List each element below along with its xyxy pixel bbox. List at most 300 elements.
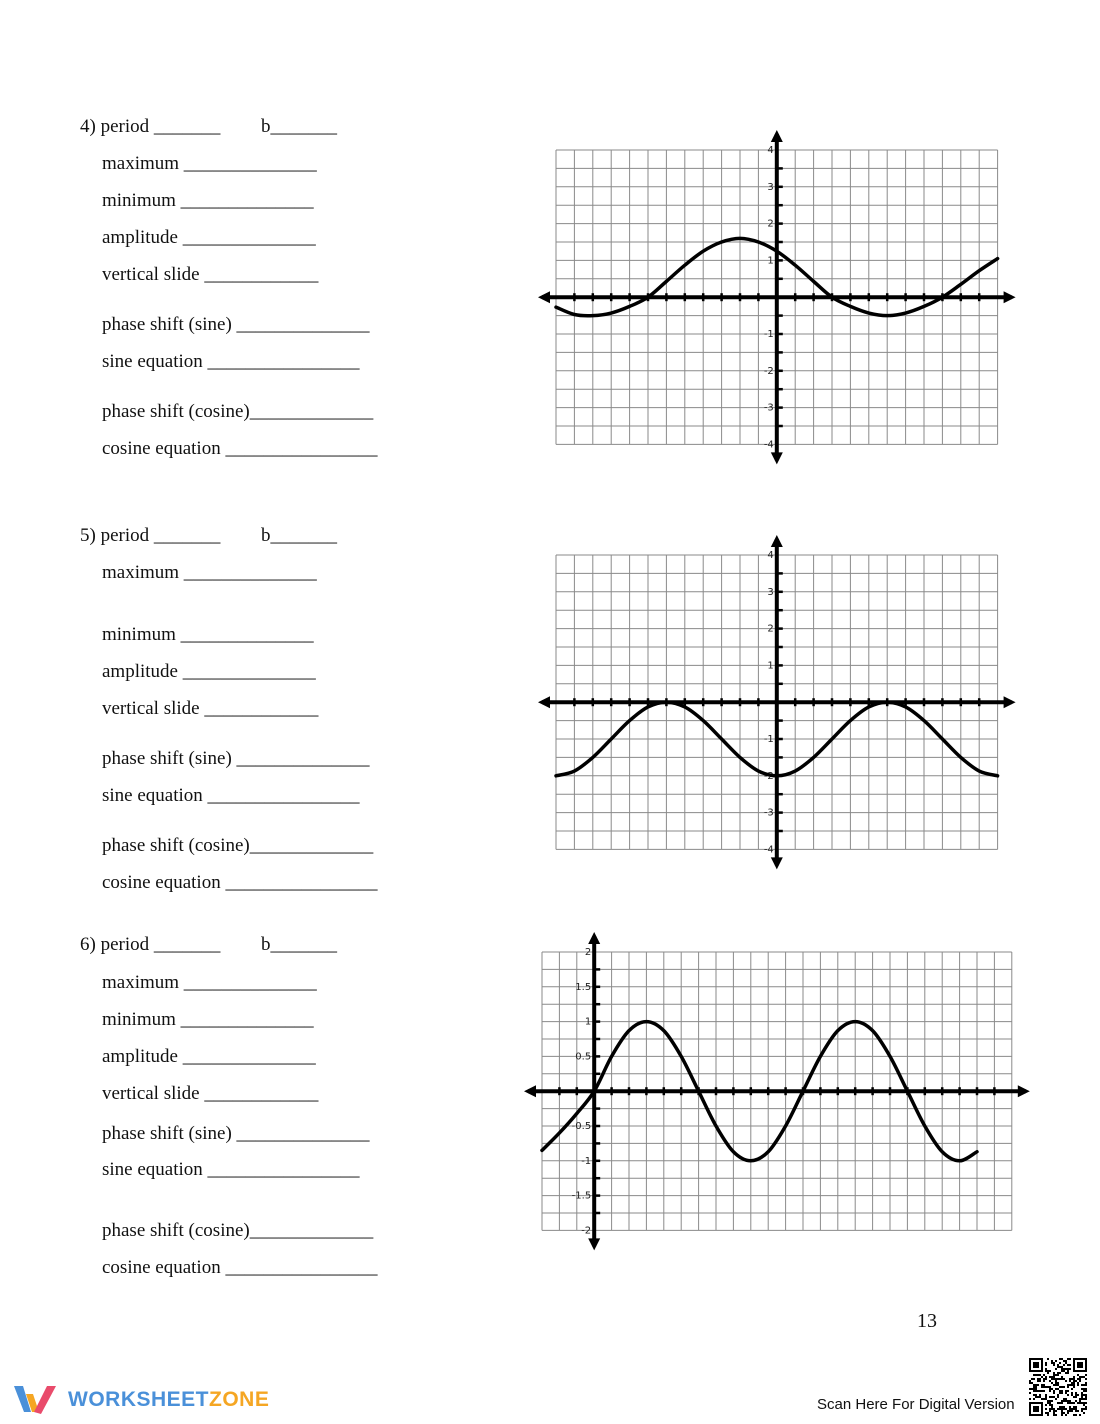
qr-module: [1033, 1398, 1035, 1400]
qr-module: [1053, 1372, 1055, 1374]
qr-finder: [1077, 1362, 1083, 1368]
qr-module: [1069, 1378, 1071, 1380]
qr-module: [1051, 1406, 1053, 1408]
qr-module: [1053, 1412, 1055, 1414]
vertical-slide-field[interactable]: vertical slide ____________: [102, 1083, 319, 1104]
qr-module: [1051, 1360, 1053, 1362]
qr-module: [1059, 1406, 1061, 1408]
qr-module: [1055, 1380, 1057, 1382]
qr-module: [1037, 1396, 1039, 1398]
maximum-field[interactable]: maximum ______________: [102, 972, 317, 993]
qr-module: [1071, 1378, 1073, 1380]
y-tick-label: -1: [763, 734, 774, 745]
minimum-field[interactable]: minimum ______________: [102, 190, 314, 211]
qr-module: [1079, 1400, 1081, 1402]
qr-module: [1053, 1364, 1055, 1366]
y-axis-arrow-up: [771, 130, 783, 142]
y-tick-label: 4: [767, 550, 774, 561]
graph-4-svg: [530, 128, 1030, 464]
x-axis-arrow-right: [1004, 291, 1016, 303]
y-axis-arrow-up: [588, 932, 600, 944]
qr-module: [1051, 1362, 1053, 1364]
qr-module: [1069, 1406, 1071, 1408]
qr-module: [1081, 1402, 1083, 1404]
qr-module: [1075, 1406, 1077, 1408]
qr-module: [1029, 1392, 1031, 1394]
qr-module: [1059, 1378, 1061, 1380]
y-tick-label: -1: [581, 1155, 592, 1167]
qr-module: [1055, 1360, 1057, 1362]
qr-module: [1033, 1384, 1035, 1386]
y-tick-label: 1: [584, 1016, 592, 1028]
qr-module: [1045, 1386, 1047, 1388]
qr-module: [1075, 1410, 1077, 1412]
qr-module: [1057, 1382, 1059, 1384]
qr-module: [1061, 1358, 1063, 1360]
qr-module: [1053, 1410, 1055, 1412]
axes: [538, 535, 1016, 869]
y-tick-label: -0.5: [571, 1121, 592, 1132]
qr-module: [1065, 1398, 1067, 1400]
qr-module: [1033, 1388, 1035, 1390]
qr-module: [1045, 1362, 1047, 1364]
qr-module: [1043, 1384, 1045, 1386]
qr-module: [1057, 1384, 1059, 1386]
qr-module: [1083, 1398, 1085, 1400]
qr-module: [1031, 1378, 1033, 1380]
qr-module: [1053, 1376, 1055, 1378]
qr-module: [1041, 1386, 1043, 1388]
qr-module: [1063, 1364, 1065, 1366]
qr-module: [1063, 1370, 1065, 1372]
qr-module: [1049, 1404, 1051, 1406]
qr-module: [1055, 1378, 1057, 1380]
qr-module: [1059, 1358, 1061, 1360]
qr-module: [1081, 1384, 1083, 1386]
qr-module: [1065, 1390, 1067, 1392]
qr-module: [1051, 1408, 1053, 1410]
qr-module: [1061, 1366, 1063, 1368]
brand-name: [68, 1388, 269, 1412]
qr-code-icon[interactable]: [1029, 1358, 1087, 1416]
qr-module: [1079, 1402, 1081, 1404]
qr-module: [1033, 1390, 1035, 1392]
x-axis-arrow-left: [538, 291, 550, 303]
sine-equation-field[interactable]: sine equation ________________: [102, 351, 360, 372]
period-field[interactable]: 6) period _______: [80, 934, 221, 955]
y-tick-label: 2: [767, 623, 774, 635]
vertical-slide-field[interactable]: vertical slide ____________: [102, 698, 319, 719]
qr-module: [1037, 1384, 1039, 1386]
qr-module: [1083, 1376, 1085, 1378]
qr-module: [1069, 1410, 1071, 1412]
qr-module: [1081, 1376, 1083, 1378]
qr-module: [1085, 1384, 1087, 1386]
qr-module: [1029, 1398, 1031, 1400]
qr-module: [1043, 1390, 1045, 1392]
qr-module: [1049, 1388, 1051, 1390]
qr-module: [1045, 1398, 1047, 1400]
qr-module: [1067, 1402, 1069, 1404]
y-tick-label: 3: [767, 181, 774, 193]
qr-module: [1077, 1378, 1079, 1380]
qr-module: [1055, 1368, 1057, 1370]
qr-module: [1063, 1400, 1065, 1402]
qr-module: [1053, 1384, 1055, 1386]
qr-module: [1063, 1368, 1065, 1370]
qr-module: [1049, 1370, 1051, 1372]
qr-module: [1073, 1402, 1075, 1404]
y-axis-arrow-down: [771, 857, 783, 869]
phase-shift-sine-field[interactable]: phase shift (sine) ______________: [102, 314, 370, 335]
qr-module: [1039, 1390, 1041, 1392]
qr-module: [1085, 1398, 1087, 1400]
qr-module: [1059, 1372, 1061, 1374]
qr-module: [1081, 1398, 1083, 1400]
qr-module: [1047, 1386, 1049, 1388]
phase-shift-cosine-field[interactable]: phase shift (cosine)_____________: [102, 401, 374, 422]
qr-module: [1083, 1384, 1085, 1386]
qr-module: [1077, 1410, 1079, 1412]
qr-module: [1055, 1388, 1057, 1390]
qr-module: [1063, 1360, 1065, 1362]
page-number: 13: [917, 1310, 937, 1332]
qr-module: [1035, 1394, 1037, 1396]
qr-module: [1071, 1394, 1073, 1396]
qr-module: [1063, 1378, 1065, 1380]
qr-module: [1073, 1406, 1075, 1408]
qr-module: [1057, 1366, 1059, 1368]
qr-module: [1055, 1398, 1057, 1400]
phase-shift-cosine-field[interactable]: phase shift (cosine)_____________: [102, 835, 374, 856]
y-axis-arrow-up: [771, 535, 783, 547]
qr-module: [1029, 1380, 1031, 1382]
qr-module: [1061, 1414, 1063, 1416]
y-tick-label: -2: [763, 770, 774, 782]
qr-module: [1077, 1382, 1079, 1384]
qr-module: [1051, 1400, 1053, 1402]
qr-module: [1047, 1370, 1049, 1372]
qr-module: [1085, 1408, 1087, 1410]
qr-module: [1063, 1408, 1065, 1410]
y-tick-label: -2: [581, 1225, 592, 1237]
qr-module: [1047, 1358, 1049, 1360]
amplitude-field[interactable]: amplitude ______________: [102, 661, 316, 682]
qr-module: [1043, 1374, 1045, 1376]
phase-shift-cosine-field[interactable]: phase shift (cosine)_____________: [102, 1220, 374, 1241]
qr-module: [1039, 1394, 1041, 1396]
qr-module: [1067, 1368, 1069, 1370]
qr-module: [1075, 1392, 1077, 1394]
qr-module: [1073, 1396, 1075, 1398]
qr-module: [1049, 1402, 1051, 1404]
qr-module: [1075, 1414, 1077, 1416]
amplitude-field[interactable]: amplitude ______________: [102, 1046, 316, 1067]
qr-module: [1059, 1390, 1061, 1392]
qr-module: [1067, 1370, 1069, 1372]
qr-module: [1055, 1384, 1057, 1386]
qr-module: [1045, 1396, 1047, 1398]
qr-module: [1055, 1414, 1057, 1416]
qr-module: [1041, 1390, 1043, 1392]
sine-equation-field[interactable]: sine equation ________________: [102, 785, 360, 806]
brand-part-1: WORKSHEET: [68, 1388, 209, 1411]
qr-module: [1071, 1410, 1073, 1412]
qr-module: [1057, 1378, 1059, 1380]
qr-module: [1063, 1398, 1065, 1400]
graph-6-svg: [518, 930, 1038, 1286]
qr-module: [1041, 1384, 1043, 1386]
b-field[interactable]: b_______: [261, 934, 337, 955]
qr-module: [1077, 1384, 1079, 1386]
qr-module: [1077, 1374, 1079, 1376]
y-tick-label: 2: [584, 947, 592, 958]
qr-module: [1057, 1372, 1059, 1374]
qr-module: [1057, 1408, 1059, 1410]
qr-module: [1077, 1394, 1079, 1396]
qr-module: [1047, 1402, 1049, 1404]
qr-module: [1049, 1380, 1051, 1382]
qr-module: [1049, 1396, 1051, 1398]
qr-module: [1055, 1374, 1057, 1376]
qr-finder: [1033, 1362, 1039, 1368]
qr-module: [1055, 1410, 1057, 1412]
cosine-equation-field[interactable]: cosine equation ________________: [102, 1257, 378, 1278]
qr-module: [1059, 1386, 1061, 1388]
qr-module: [1041, 1398, 1043, 1400]
qr-module: [1051, 1376, 1053, 1378]
qr-module: [1041, 1376, 1043, 1378]
qr-module: [1073, 1414, 1075, 1416]
qr-module: [1057, 1374, 1059, 1376]
qr-module: [1065, 1362, 1067, 1364]
qr-module: [1039, 1378, 1041, 1380]
qr-module: [1061, 1402, 1063, 1404]
qr-module: [1053, 1378, 1055, 1380]
qr-module: [1079, 1376, 1081, 1378]
y-tick-label: -1.5: [571, 1190, 592, 1202]
graph-problem-5: [530, 533, 1030, 869]
qr-module: [1067, 1394, 1069, 1396]
phase-shift-sine-field[interactable]: phase shift (sine) ______________: [102, 1123, 370, 1144]
qr-module: [1067, 1400, 1069, 1402]
qr-module: [1073, 1408, 1075, 1410]
y-tick-label: -4: [763, 844, 774, 856]
axes: [524, 932, 1030, 1250]
qr-module: [1035, 1390, 1037, 1392]
qr-module: [1045, 1378, 1047, 1380]
qr-module: [1061, 1386, 1063, 1388]
qr-module: [1065, 1368, 1067, 1370]
qr-module: [1045, 1408, 1047, 1410]
qr-module: [1067, 1412, 1069, 1414]
period-field[interactable]: 4) period _______: [80, 116, 221, 137]
y-tick-label: 1.5: [575, 981, 592, 993]
period-field[interactable]: 5) period _______: [80, 525, 221, 546]
qr-module: [1065, 1408, 1067, 1410]
qr-module: [1085, 1406, 1087, 1408]
qr-module: [1067, 1390, 1069, 1392]
qr-module: [1051, 1404, 1053, 1406]
b-field[interactable]: b_______: [261, 525, 337, 546]
y-tick-label: -4: [763, 439, 774, 451]
qr-module: [1053, 1362, 1055, 1364]
qr-module: [1049, 1376, 1051, 1378]
qr-module: [1071, 1402, 1073, 1404]
qr-module: [1037, 1390, 1039, 1392]
y-tick-label: 2: [767, 218, 774, 230]
y-tick-label: -1: [763, 329, 774, 340]
qr-module: [1061, 1406, 1063, 1408]
graph-problem-6: [518, 930, 1038, 1286]
qr-module: [1061, 1390, 1063, 1392]
x-axis-arrow-left: [524, 1085, 536, 1097]
qr-module: [1047, 1400, 1049, 1402]
qr-module: [1065, 1392, 1067, 1394]
qr-module: [1039, 1396, 1041, 1398]
qr-module: [1049, 1390, 1051, 1392]
qr-module: [1075, 1400, 1077, 1402]
qr-module: [1035, 1388, 1037, 1390]
qr-module: [1045, 1364, 1047, 1366]
qr-module: [1071, 1382, 1073, 1384]
qr-module: [1061, 1378, 1063, 1380]
qr-module: [1049, 1408, 1051, 1410]
y-tick-label: 0.5: [575, 1051, 592, 1063]
qr-module: [1053, 1392, 1055, 1394]
qr-module: [1047, 1372, 1049, 1374]
qr-module: [1029, 1388, 1031, 1390]
scan-text: Scan Here For Digital Version: [817, 1396, 1015, 1413]
qr-module: [1073, 1376, 1075, 1378]
qr-module: [1029, 1382, 1031, 1384]
qr-module: [1061, 1400, 1063, 1402]
qr-module: [1049, 1410, 1051, 1412]
qr-module: [1037, 1378, 1039, 1380]
qr-module: [1067, 1410, 1069, 1412]
maximum-field[interactable]: maximum ______________: [102, 153, 317, 174]
qr-module: [1069, 1402, 1071, 1404]
qr-module: [1061, 1370, 1063, 1372]
maximum-field[interactable]: maximum ______________: [102, 562, 317, 583]
brand-part-2: ZONE: [209, 1388, 270, 1411]
qr-module: [1079, 1378, 1081, 1380]
qr-module: [1065, 1380, 1067, 1382]
qr-module: [1059, 1362, 1061, 1364]
b-field[interactable]: b_______: [261, 116, 337, 137]
qr-module: [1043, 1378, 1045, 1380]
phase-shift-sine-field[interactable]: phase shift (sine) ______________: [102, 748, 370, 769]
qr-module: [1085, 1396, 1087, 1398]
qr-module: [1081, 1392, 1083, 1394]
qr-module: [1059, 1366, 1061, 1368]
worksheetzone-logo[interactable]: [14, 1384, 269, 1416]
qr-module: [1081, 1410, 1083, 1412]
qr-module: [1065, 1400, 1067, 1402]
qr-module: [1083, 1388, 1085, 1390]
qr-module: [1063, 1412, 1065, 1414]
qr-module: [1065, 1414, 1067, 1416]
y-tick-label: -3: [763, 402, 774, 414]
x-axis-arrow-right: [1004, 696, 1016, 708]
qr-module: [1069, 1380, 1071, 1382]
qr-module: [1071, 1384, 1073, 1386]
qr-module: [1085, 1394, 1087, 1396]
qr-module: [1069, 1368, 1071, 1370]
cosine-equation-field[interactable]: cosine equation ________________: [102, 438, 378, 459]
qr-module: [1033, 1386, 1035, 1388]
qr-module: [1071, 1408, 1073, 1410]
qr-module: [1059, 1402, 1061, 1404]
y-axis-arrow-down: [588, 1238, 600, 1250]
qr-module: [1073, 1386, 1075, 1388]
vertical-slide-field[interactable]: vertical slide ____________: [102, 264, 319, 285]
qr-module: [1045, 1368, 1047, 1370]
qr-module: [1069, 1408, 1071, 1410]
qr-module: [1043, 1386, 1045, 1388]
sine-equation-field[interactable]: sine equation ________________: [102, 1159, 360, 1180]
qr-module: [1071, 1388, 1073, 1390]
qr-module: [1061, 1392, 1063, 1394]
qr-module: [1035, 1396, 1037, 1398]
qr-module: [1055, 1382, 1057, 1384]
qr-module: [1053, 1390, 1055, 1392]
qr-module: [1063, 1406, 1065, 1408]
logo-icon: [14, 1384, 60, 1416]
minimum-field[interactable]: minimum ______________: [102, 1009, 314, 1030]
qr-module: [1083, 1408, 1085, 1410]
cosine-equation-field[interactable]: cosine equation ________________: [102, 872, 378, 893]
qr-module: [1073, 1380, 1075, 1382]
qr-module: [1033, 1378, 1035, 1380]
qr-module: [1051, 1388, 1053, 1390]
qr-module: [1057, 1364, 1059, 1366]
y-tick-label: 1: [767, 660, 774, 672]
qr-module: [1061, 1368, 1063, 1370]
qr-module: [1045, 1412, 1047, 1414]
qr-module: [1037, 1380, 1039, 1382]
y-tick-label: -2: [763, 365, 774, 377]
qr-module: [1059, 1408, 1061, 1410]
qr-module: [1061, 1408, 1063, 1410]
qr-module: [1053, 1374, 1055, 1376]
qr-module: [1063, 1386, 1065, 1388]
qr-module: [1065, 1372, 1067, 1374]
qr-module: [1047, 1412, 1049, 1414]
qr-module: [1051, 1378, 1053, 1380]
qr-module: [1075, 1380, 1077, 1382]
qr-module: [1053, 1396, 1055, 1398]
qr-module: [1083, 1390, 1085, 1392]
qr-module: [1049, 1386, 1051, 1388]
qr-module: [1037, 1374, 1039, 1376]
qr-module: [1081, 1388, 1083, 1390]
qr-module: [1067, 1384, 1069, 1386]
qr-module: [1045, 1394, 1047, 1396]
amplitude-field[interactable]: amplitude ______________: [102, 227, 316, 248]
qr-module: [1069, 1384, 1071, 1386]
qr-module: [1081, 1394, 1083, 1396]
qr-module: [1085, 1378, 1087, 1380]
qr-module: [1081, 1408, 1083, 1410]
y-tick-label: 3: [767, 586, 774, 598]
qr-module: [1053, 1414, 1055, 1416]
qr-module: [1039, 1380, 1041, 1382]
qr-module: [1061, 1410, 1063, 1412]
qr-module: [1079, 1380, 1081, 1382]
qr-module: [1035, 1374, 1037, 1376]
minimum-field[interactable]: minimum ______________: [102, 624, 314, 645]
